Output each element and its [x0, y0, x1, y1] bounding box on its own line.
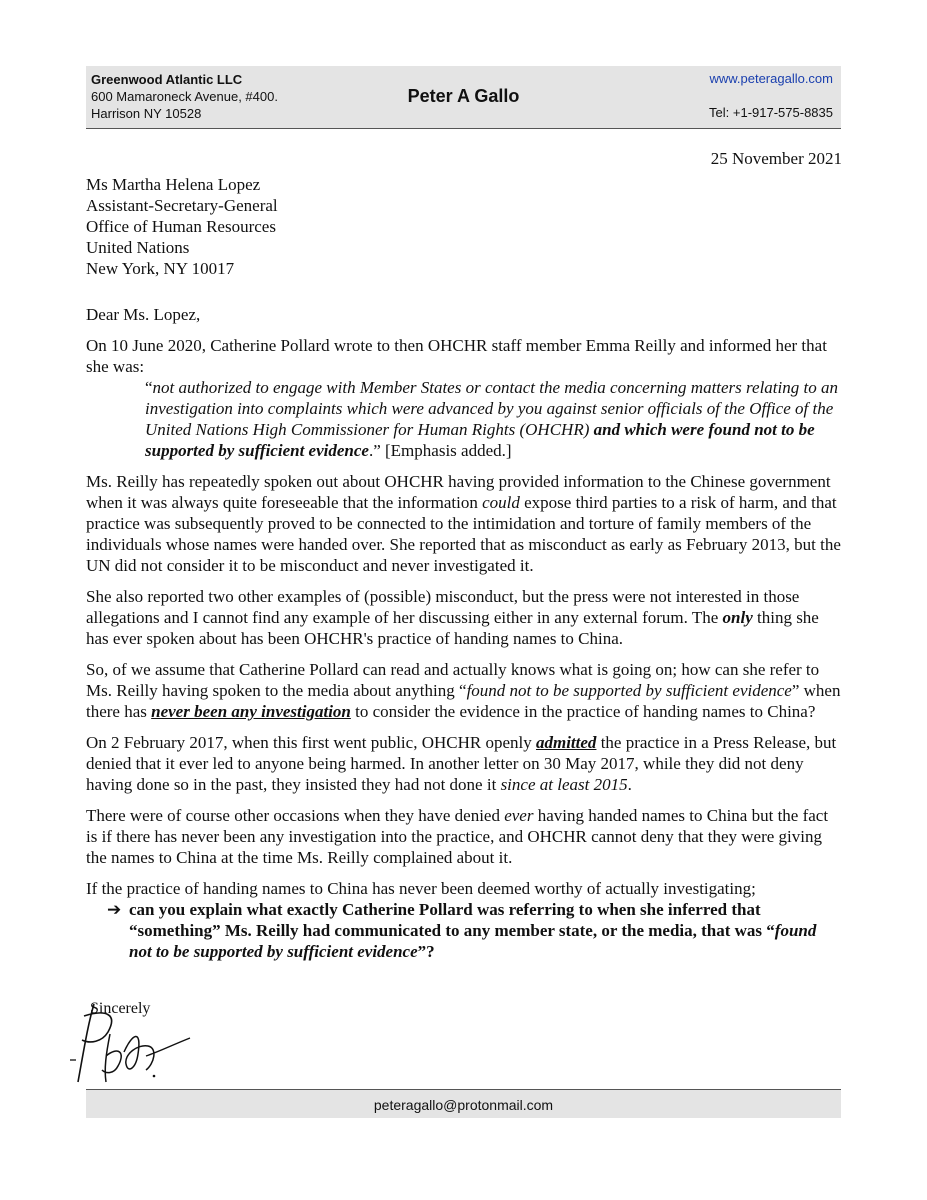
question-callout: ➔ can you explain what exactly Catherine Pollard was referring to when she inferred that “something” Ms. Reilly had communicated to any member state, or the media, that was “found not to be supported by sufficient evidence”?: [107, 900, 817, 961]
paragraph-7: If the practice of handing names to China has never been deemed worthy of actually investigating;: [86, 879, 756, 898]
recipient-title: Assistant-Secretary-General: [86, 196, 278, 215]
closing: Sincerely: [90, 1000, 151, 1017]
address-line-2: Harrison NY 10528: [91, 106, 202, 121]
letter-body: [86, 148, 842, 972]
phone-number: Tel: +1-917-575-8835: [709, 105, 833, 120]
arrow-right-icon: ➔: [107, 900, 122, 919]
recipient-office: Office of Human Resources: [86, 217, 276, 236]
footer-email[interactable]: peteragallo@protonmail.com: [373, 1097, 554, 1113]
website-link[interactable]: www.peteragallo.com: [709, 71, 833, 86]
letterhead: [86, 66, 841, 129]
sender-name: Peter A Gallo: [407, 86, 520, 106]
paragraph-2: Ms. Reilly has repeatedly spoken out about OHCHR having provided information to the Chinese government when it was always quite foreseeable that the information could expose third parties to a risk of harm, and that practice was subsequently proved to be connected to the intimidation and torture of family members of the individuals whose names were handed over. She reported that as misconduct as early as February 2013, but the UN did not consider it to be misconduct and never investigated it.: [86, 472, 841, 575]
letter-date: 25 November 2021: [710, 149, 842, 168]
paragraph-3: She also reported two other examples of (possible) misconduct, but the press were not interested in those allegations and I cannot find any example of her discussing either in any external forum. The only thing she has ever spoken about has been OHCHR's practice of handing names to China.: [86, 587, 819, 648]
address-line-1: 600 Mamaroneck Avenue, #400.: [91, 89, 278, 104]
paragraph-4: So, of we assume that Catherine Pollard can read and actually knows what is going on; how can she refer to Ms. Reilly having spoken to the media about anything “found not to be supported by sufficient evidence” when there has never been any investigation to consider the evidence in the practice of handing names to China?: [86, 660, 841, 721]
paragraph-1: On 10 June 2020, Catherine Pollard wrote to then OHCHR staff member Emma Reilly and informed her that she was:: [86, 336, 827, 376]
recipient-name: Ms Martha Helena Lopez: [86, 175, 261, 194]
salutation: Dear Ms. Lopez,: [86, 305, 201, 324]
recipient-organization: United Nations: [86, 238, 190, 257]
recipient-city: New York, NY 10017: [86, 259, 235, 278]
company-name: Greenwood Atlantic LLC: [91, 72, 243, 87]
paragraph-6: There were of course other occasions when they have denied ever having handed names to China but the fact is if there has never been any investigation into the practice, and OHCHR cannot deny that they were giving the names to China at the time Ms. Reilly complained about it.: [86, 806, 829, 867]
paragraph-5: On 2 February 2017, when this first went public, OHCHR openly admitted the practice in a Press Release, but denied that it ever led to anyone being harmed. In another letter on 30 May 2017, while they did not deny having done so in the past, they insisted they had not done it since at least 2015.: [86, 733, 837, 794]
handwritten-signature: [66, 994, 206, 1094]
signature-block: [66, 994, 206, 1094]
recipient-address: [86, 174, 842, 279]
block-quote: “not authorized to engage with Member States or contact the media concerning matters relating to an investigation into complaints which were advanced by you against senior officials of the Office of the United Nations High Commissioner for Human Rights (OHCHR) and which were found not to be supported by sufficient evidence.” [Emphasis added.]: [145, 378, 838, 460]
footer-bar: [86, 1089, 841, 1118]
